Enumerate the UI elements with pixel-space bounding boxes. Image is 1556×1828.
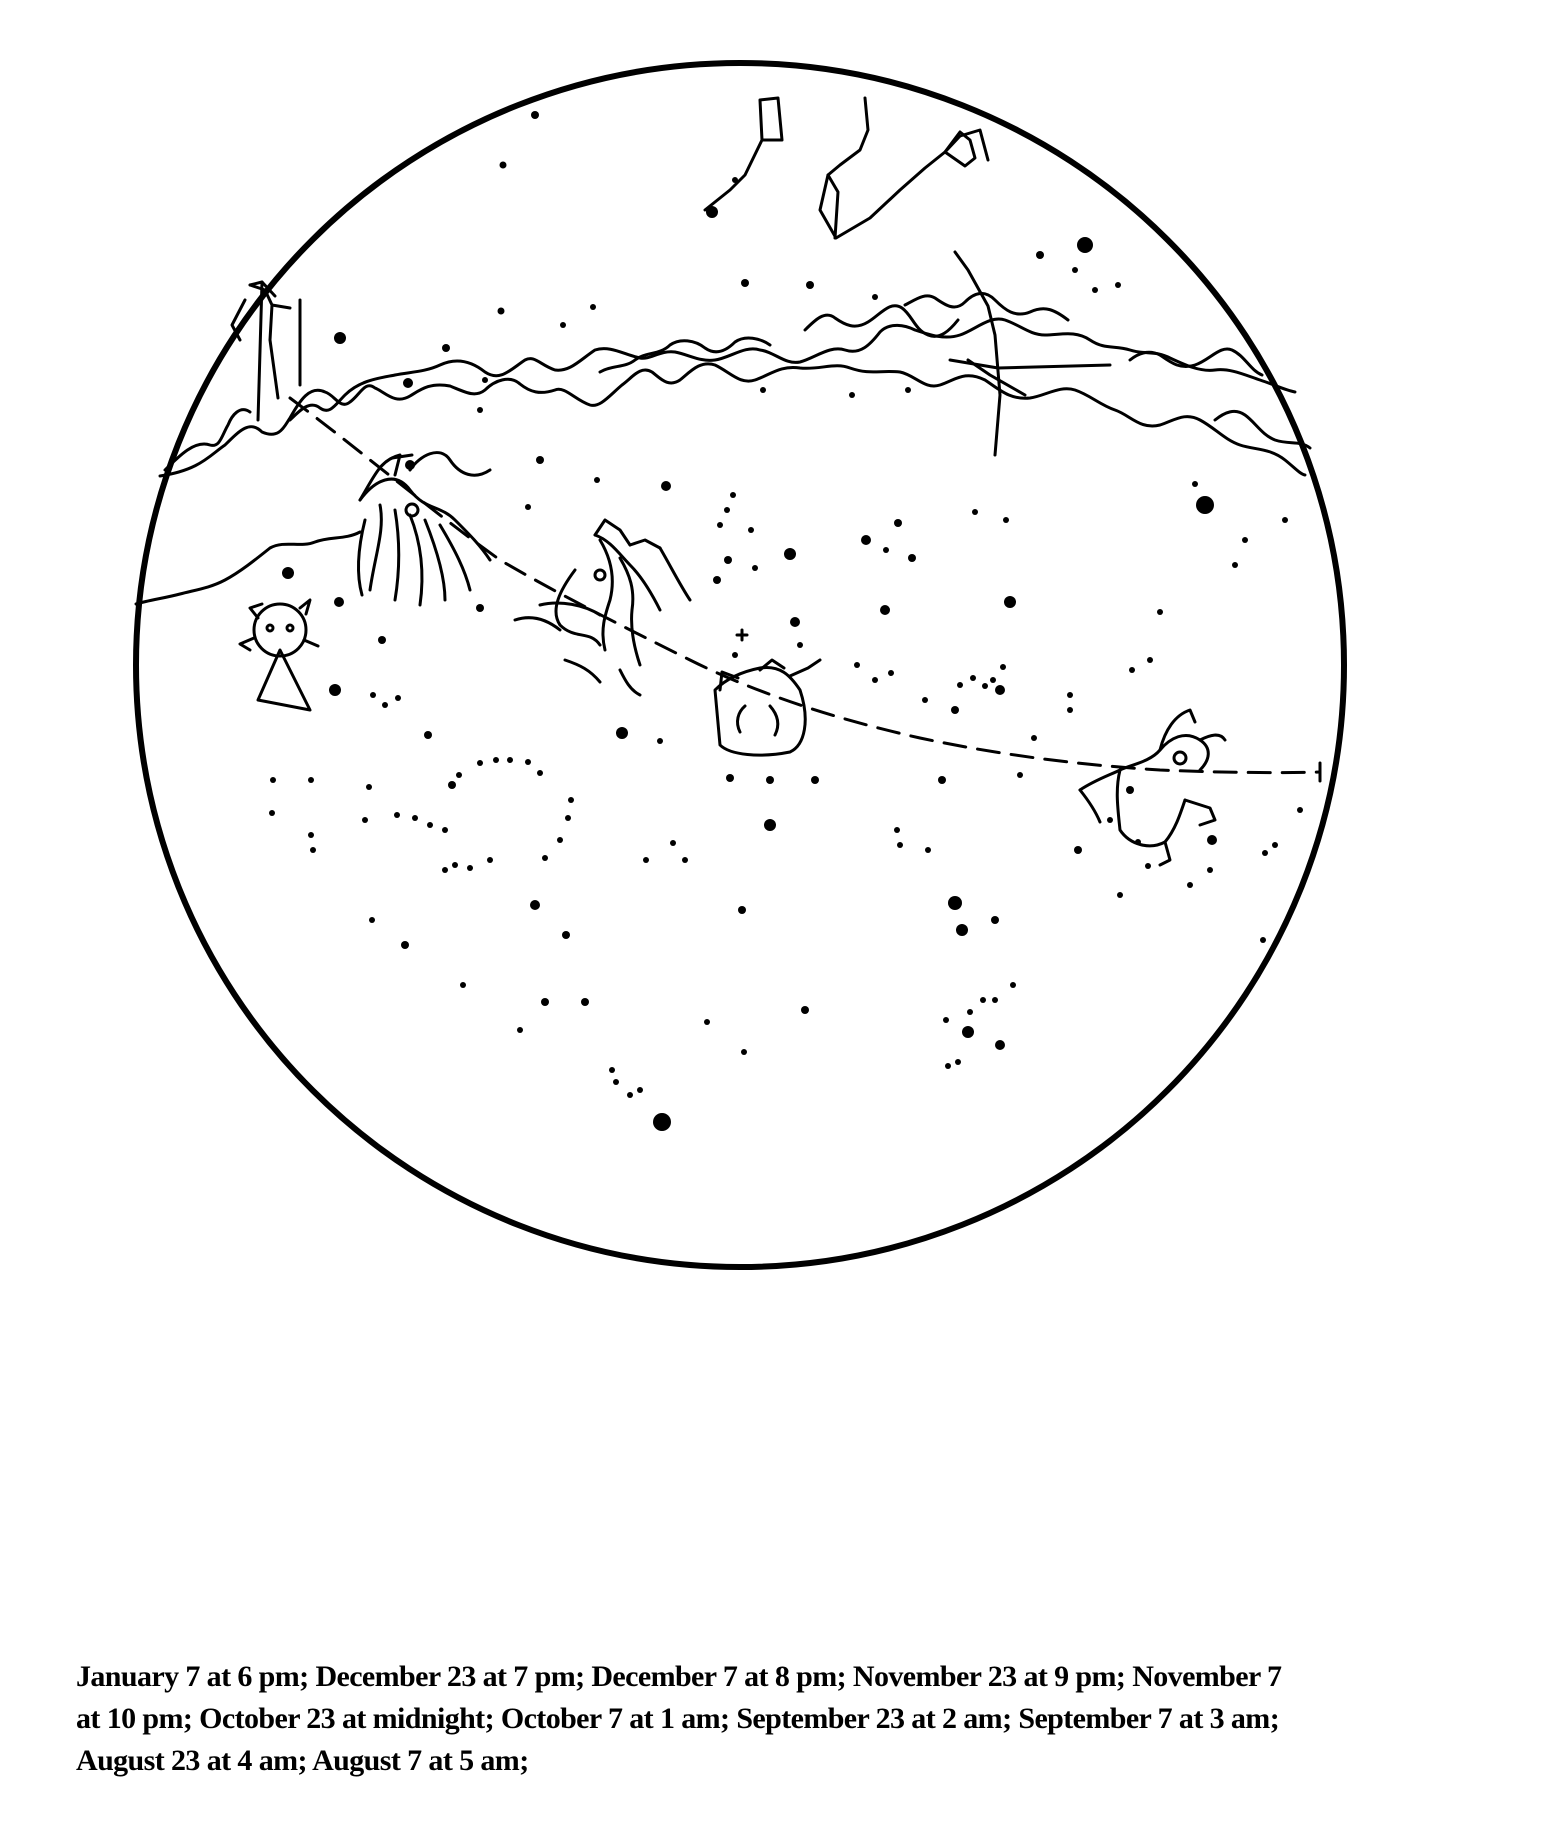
caption-line-3: August 23 at 4 am; August 7 at 5 am; [76, 1744, 529, 1777]
figure-hairy-creature-1 [359, 453, 490, 605]
cross-mark [737, 630, 747, 640]
milky-way-rift-4 [1130, 349, 1262, 375]
caption-text [76, 1656, 1516, 1782]
sky-circle [136, 63, 1344, 1267]
stars [269, 111, 1303, 1131]
caption-line-1: January 7 at 6 pm; December 23 at 7 pm; December 7 at 8 pm; November 23 at 9 pm; November 7 [76, 1660, 1282, 1693]
milky-way-rift-3 [905, 293, 1068, 320]
figure-triangle-creature [240, 600, 318, 710]
figure-hairy-creature-2 [515, 520, 690, 695]
constellation-cross [950, 252, 1110, 455]
caption-line-2: at 10 pm; October 23 at midnight; October 7 at 1 am; September 23 at 2 am; September 7 at 3 am; [76, 1702, 1280, 1735]
figure-dog-creature [1080, 710, 1225, 865]
figure-square-creature [715, 660, 820, 755]
constellation-hercules [820, 98, 988, 238]
milky-way-upper-edge [160, 364, 1305, 476]
milky-way-lower-edge [136, 532, 360, 604]
milky-way-middle-edge [290, 319, 1295, 420]
constellation-quadrilateral [705, 98, 782, 210]
